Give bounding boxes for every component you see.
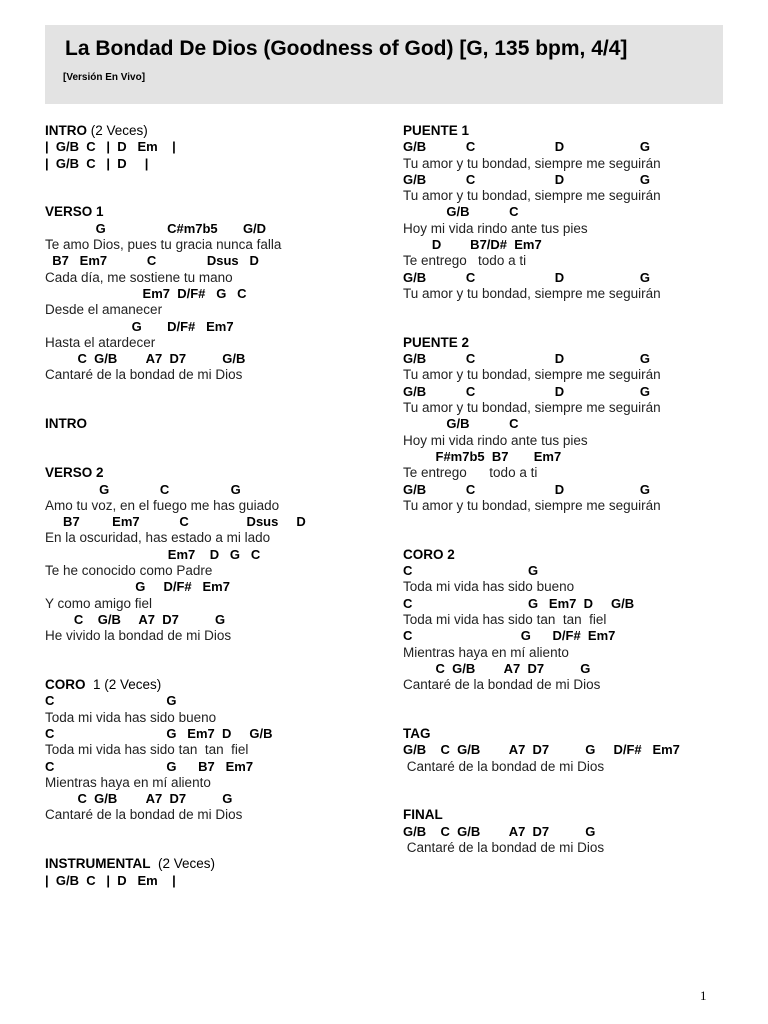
chord-line: G/B C G/B A7 D7 G D/F# Em7 xyxy=(403,742,680,758)
lyric-line: Cantaré de la bondad de mi Dios xyxy=(403,677,601,693)
lyric-line: Mientras haya en mí aliento xyxy=(45,774,211,790)
song-version: [Versión En Vivo] xyxy=(63,72,146,83)
section-heading xyxy=(403,123,743,139)
section-label: CORO 2 xyxy=(403,546,455,562)
section-heading xyxy=(45,416,385,432)
chord-line: C G Em7 D G/B xyxy=(45,725,273,741)
blank-line xyxy=(403,791,743,807)
section-label: PUENTE 2 xyxy=(403,334,470,350)
blank-line xyxy=(403,302,743,318)
chord-line: G/B C G/B A7 D7 G xyxy=(403,823,596,839)
lyric-line: Te he conocido como Padre xyxy=(45,563,213,579)
lyric-line: Te entrego todo a ti xyxy=(403,253,527,269)
section-label: PUENTE 1 xyxy=(403,123,470,138)
blank-line xyxy=(45,400,385,416)
chord-line: G/B C xyxy=(403,204,519,220)
lyric-line: En la oscuridad, has estado a mi lado xyxy=(45,530,271,546)
chord-line: D B7/D# Em7 xyxy=(403,237,542,253)
section-heading xyxy=(45,677,385,693)
chord-line: C G B7 Em7 xyxy=(45,758,254,774)
lyric-line: Cantaré de la bondad de mi Dios xyxy=(403,758,605,774)
section-label: CORO xyxy=(45,677,86,693)
chord-line: | G/B C | D Em | xyxy=(45,139,176,155)
chord-line: | G/B C | D | xyxy=(45,155,149,171)
lyric-line: Tu amor y tu bondad, siempre me seguirán xyxy=(403,497,661,513)
lyric-line: Hasta el atardecer xyxy=(45,334,156,350)
chord-line: | G/B C | D Em | xyxy=(45,872,176,888)
lyric-line: Tu amor y tu bondad, siempre me seguirán xyxy=(403,188,661,204)
blank-line xyxy=(403,514,743,530)
lyric-line: Toda mi vida has sido bueno xyxy=(45,709,217,725)
lyric-line: Hoy mi vida rindo ante tus pies xyxy=(403,220,588,236)
chord-line: Em7 D G C xyxy=(45,546,261,562)
song-title: La Bondad De Dios (Goodness of God) [G, 135 bpm, 4/4] xyxy=(65,37,628,60)
chord-line: G/B C D G xyxy=(403,269,651,285)
section-heading xyxy=(403,726,743,742)
chord-line: G D/F# Em7 xyxy=(45,579,230,595)
chord-line: G D/F# Em7 xyxy=(45,318,234,334)
chord-line: B7 Em7 C Dsus D xyxy=(45,514,306,530)
lyric-line: Hoy mi vida rindo ante tus pies xyxy=(403,432,588,448)
blank-line xyxy=(403,530,743,546)
lyric-line: Cantaré de la bondad de mi Dios xyxy=(45,367,243,383)
chord-line: C G/B A7 D7 G xyxy=(403,660,591,676)
chord-line: F#m7b5 B7 Em7 xyxy=(403,448,562,464)
lyric-line: Te amo Dios, pues tu gracia nunca falla xyxy=(45,237,282,253)
blank-line xyxy=(403,710,743,726)
blank-line xyxy=(403,693,743,709)
lyric-line: Y como amigo fiel xyxy=(45,595,153,611)
lyric-line: Amo tu voz, en el fuego me has guiado xyxy=(45,497,280,513)
chord-line: G/B C D G xyxy=(403,351,651,367)
section-heading xyxy=(403,807,743,823)
section-label: INTRO xyxy=(45,123,87,138)
blank-line xyxy=(403,775,743,791)
chord-line: C G/B A7 D7 G xyxy=(45,791,233,807)
song-header xyxy=(45,25,723,104)
chord-line: G/B C xyxy=(403,416,519,432)
lyric-line: Tu amor y tu bondad, siempre me seguirán xyxy=(403,155,661,171)
lyric-line: Toda mi vida has sido tan tan fiel xyxy=(403,611,607,627)
chord-line: G/B C D G xyxy=(403,171,651,187)
lyric-line: Cantaré de la bondad de mi Dios xyxy=(45,807,243,823)
lyric-line: Toda mi vida has sido bueno xyxy=(403,579,575,595)
section-label: INSTRUMENTAL xyxy=(45,856,151,872)
chord-line: G/B C D G xyxy=(403,139,651,155)
section-label: INTRO xyxy=(45,416,87,432)
chord-line: G C#m7b5 G/D xyxy=(45,220,267,236)
lyric-line: Cantaré de la bondad de mi Dios xyxy=(403,840,605,856)
blank-line xyxy=(45,840,385,856)
lyric-line: Desde el amanecer xyxy=(45,302,163,318)
chord-line: C G xyxy=(45,693,177,709)
left-column xyxy=(45,123,385,889)
section-heading xyxy=(45,465,385,481)
chord-line: B7 Em7 C Dsus D xyxy=(45,253,259,269)
blank-line xyxy=(45,661,385,677)
chord-line: C G Em7 D G/B xyxy=(403,595,635,611)
section-label: VERSO 2 xyxy=(45,465,104,481)
section-heading xyxy=(45,123,385,139)
chord-line: G/B C D G xyxy=(403,383,651,399)
blank-line xyxy=(45,433,385,449)
chord-line: C G xyxy=(403,563,539,579)
blank-line xyxy=(45,188,385,204)
section-label: FINAL xyxy=(403,807,443,823)
blank-line xyxy=(45,449,385,465)
section-label: VERSO 1 xyxy=(45,204,104,220)
chord-line: G/B C D G xyxy=(403,481,651,497)
lyric-line: Tu amor y tu bondad, siempre me seguirán xyxy=(403,285,661,301)
chord-line: C G/B A7 D7 G xyxy=(45,611,226,627)
right-column xyxy=(403,123,743,856)
blank-line xyxy=(45,645,385,661)
lyric-line: Toda mi vida has sido tan tan fiel xyxy=(45,742,249,758)
lyric-line: Tu amor y tu bondad, siempre me seguirán xyxy=(403,367,661,383)
section-note: 1 (2 Veces) xyxy=(85,677,162,693)
lyric-line: Mientras haya en mí aliento xyxy=(403,644,569,660)
blank-line xyxy=(403,319,743,335)
section-note: (2 Veces) xyxy=(87,123,148,138)
blank-line xyxy=(45,824,385,840)
chord-line: C G D/F# Em7 xyxy=(403,628,616,644)
blank-line xyxy=(45,384,385,400)
chord-line: Em7 D/F# G C xyxy=(45,285,247,301)
lyric-line: Tu amor y tu bondad, siempre me seguirán xyxy=(403,400,661,416)
section-heading xyxy=(45,204,385,220)
lyric-line: He vivido la bondad de mi Dios xyxy=(45,628,232,644)
section-heading xyxy=(403,335,743,351)
blank-line xyxy=(45,172,385,188)
section-label: TAG xyxy=(403,725,431,741)
section-note: (2 Veces) xyxy=(150,856,216,872)
section-heading xyxy=(403,547,743,563)
chord-line: C G/B A7 D7 G/B xyxy=(45,351,246,367)
page-number: 1 xyxy=(700,988,707,1003)
section-heading xyxy=(45,856,385,872)
chord-line: G C G xyxy=(45,481,241,497)
lyric-line: Cada día, me sostiene tu mano xyxy=(45,269,233,285)
lyric-line: Te entrego todo a ti xyxy=(403,465,538,481)
